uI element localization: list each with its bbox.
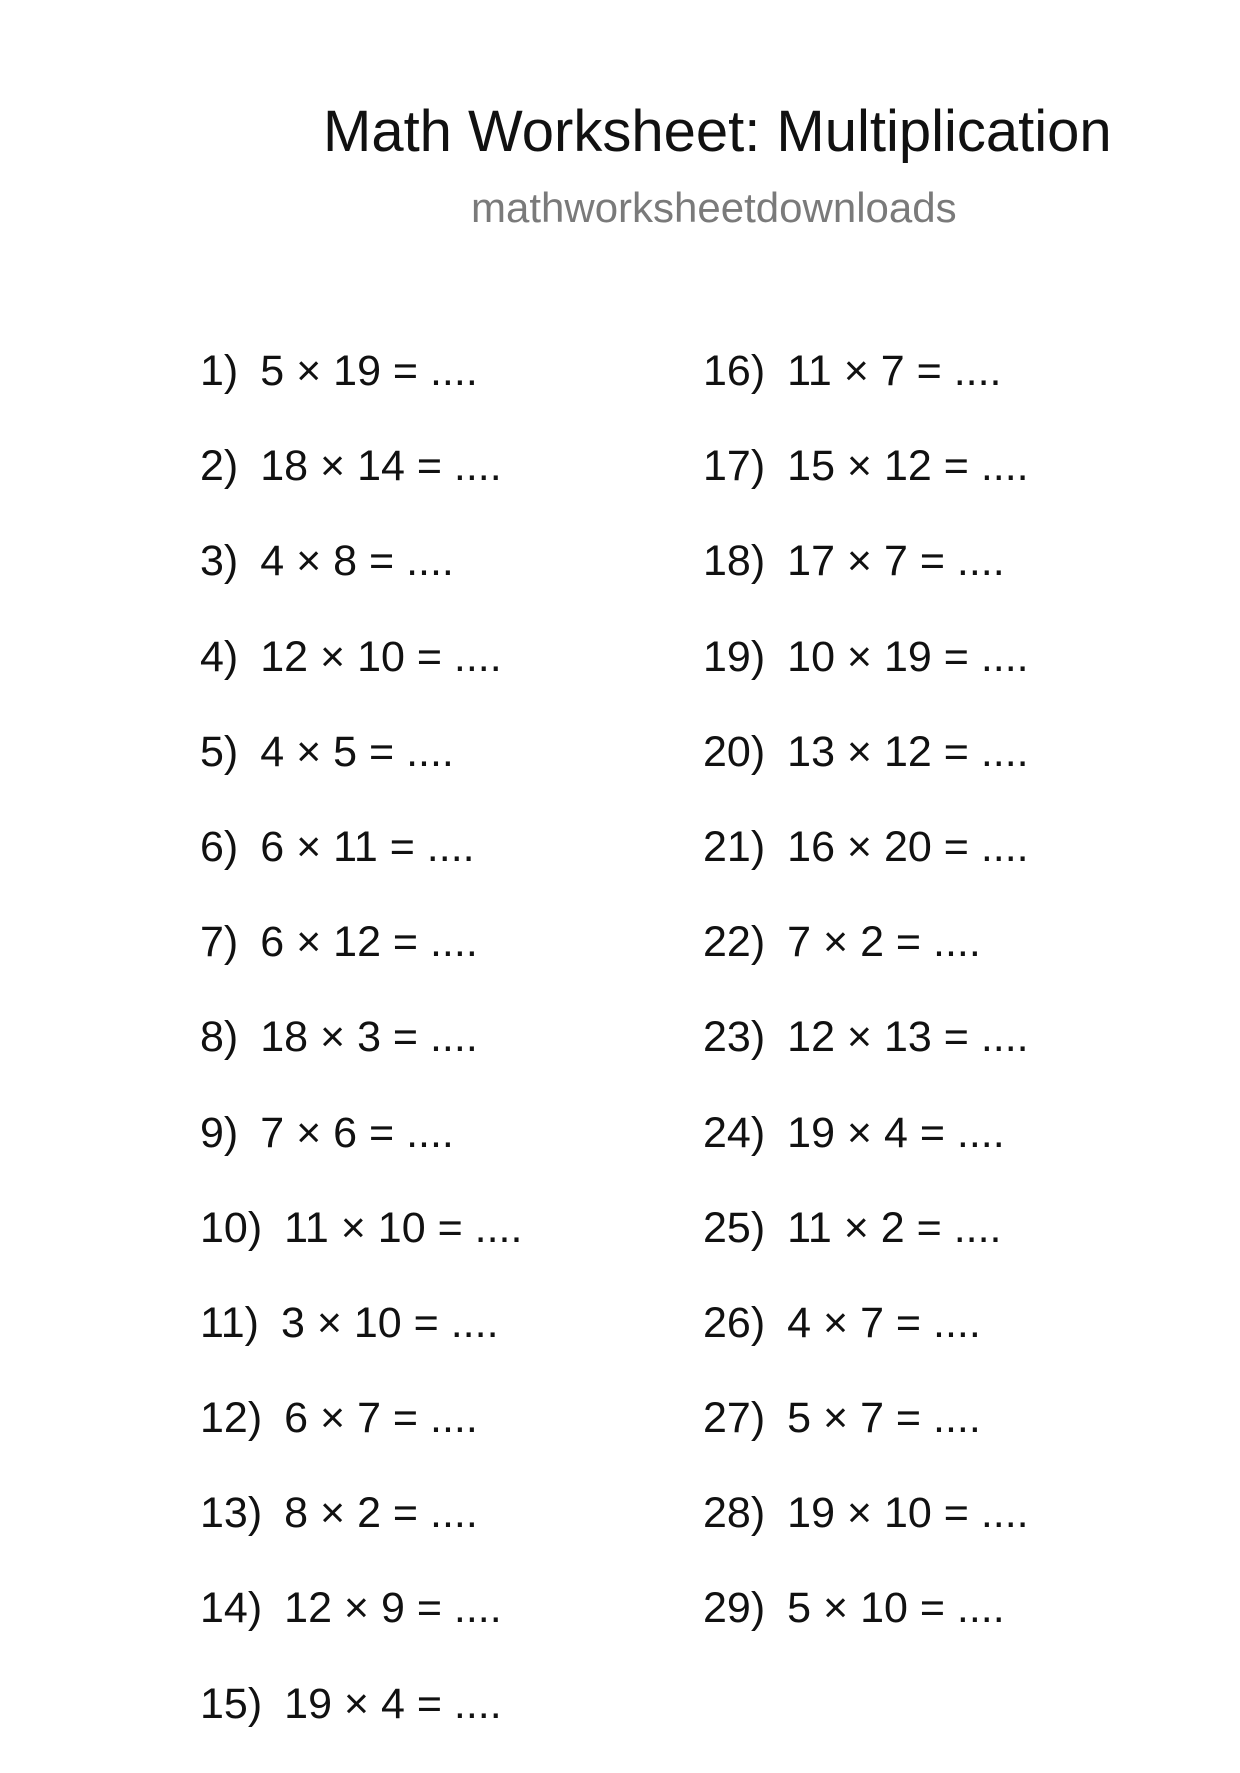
problem-expression: 18 × 3 = .... [260,1013,478,1062]
problem-item [200,1297,670,1392]
problem-item [200,1678,670,1773]
problem-item [703,1582,1173,1677]
problem-expression: 17 × 7 = .... [787,537,1005,586]
problem-expression: 8 × 2 = .... [284,1489,478,1538]
problem-item [703,1392,1173,1487]
problem-number: 29) [703,1584,766,1633]
problem-item [703,916,1173,1011]
problem-item [703,1202,1173,1297]
problem-number: 2) [200,442,239,491]
problem-number: 23) [703,1013,766,1062]
problem-number: 10) [200,1203,263,1252]
problem-item [200,916,670,1011]
problem-item [200,345,670,440]
problem-item [200,535,670,630]
problem-item [200,1392,670,1487]
problem-expression: 4 × 7 = .... [787,1298,981,1347]
problem-expression: 6 × 11 = .... [260,822,475,871]
problem-item [703,726,1173,821]
problem-number: 17) [703,442,766,491]
problem-item [200,1582,670,1677]
problem-expression: 4 × 5 = .... [260,727,454,776]
problem-expression: 7 × 6 = .... [260,1108,454,1157]
problem-item [703,821,1173,916]
problem-expression: 19 × 4 = .... [787,1108,1005,1157]
problem-item [703,1297,1173,1392]
problem-item [200,1487,670,1582]
problem-expression: 18 × 14 = .... [260,442,502,491]
problem-item [200,726,670,821]
problem-number: 27) [703,1394,766,1443]
problem-number: 22) [703,918,766,967]
problem-expression: 5 × 19 = .... [260,347,478,395]
problem-number: 19) [703,632,766,681]
problem-number: 14) [200,1584,263,1633]
problem-number: 6) [200,822,239,871]
problem-item [200,821,670,916]
problem-expression: 19 × 4 = .... [284,1679,502,1728]
worksheet-title: Math Worksheet: Multiplication [323,99,1112,164]
problem-item [200,631,670,726]
problem-expression: 15 × 12 = .... [787,442,1029,491]
problem-number: 1) [200,347,239,395]
problem-expression: 7 × 2 = .... [787,918,981,967]
problem-number: 15) [200,1679,263,1728]
problem-number: 3) [200,537,239,586]
problem-expression: 12 × 13 = .... [787,1013,1029,1062]
problem-number: 4) [200,632,239,681]
problem-item [200,440,670,535]
problem-number: 24) [703,1108,766,1157]
problem-number: 25) [703,1203,766,1252]
problem-item [703,631,1173,726]
problem-expression: 12 × 9 = .... [284,1584,502,1633]
problem-expression: 13 × 12 = .... [787,727,1029,776]
problem-number: 11) [200,1298,259,1347]
problem-item [703,440,1173,535]
problem-expression: 5 × 10 = .... [787,1584,1005,1633]
problem-expression: 5 × 7 = .... [787,1394,981,1443]
problem-column-right [703,345,1173,1678]
problem-number: 8) [200,1013,239,1062]
problem-expression: 4 × 8 = .... [260,537,454,586]
problem-number: 12) [200,1394,263,1443]
problem-number: 16) [703,347,766,395]
problem-number: 26) [703,1298,766,1347]
problem-expression: 16 × 20 = .... [787,822,1029,871]
problem-expression: 3 × 10 = .... [280,1298,499,1347]
problem-item [200,1011,670,1106]
problem-item [703,1487,1173,1582]
problem-expression: 11 × 2 = .... [787,1203,1002,1252]
problem-number: 28) [703,1489,766,1538]
problem-item [200,1202,670,1297]
problem-expression: 19 × 10 = .... [787,1489,1029,1538]
problem-item [703,345,1173,440]
problem-expression: 11 × 10 = .... [284,1203,523,1252]
problem-item [703,535,1173,630]
problem-item [200,1107,670,1202]
problem-number: 9) [200,1108,239,1157]
problem-expression: 6 × 7 = .... [284,1394,478,1443]
problem-item [703,1107,1173,1202]
problem-number: 20) [703,727,766,776]
problem-number: 7) [200,918,239,967]
problem-expression: 10 × 19 = .... [787,632,1029,681]
problem-column-left [200,345,670,1773]
worksheet-source: mathworksheetdownloads [471,184,957,231]
problem-expression: 6 × 12 = .... [260,918,478,967]
problem-number: 21) [703,822,766,871]
problem-item [703,1011,1173,1106]
problem-number: 13) [200,1489,263,1538]
problem-expression: 12 × 10 = .... [260,632,502,681]
problem-number: 5) [200,727,239,776]
problem-expression: 11 × 7 = .... [787,347,1002,395]
problem-number: 18) [703,537,766,586]
